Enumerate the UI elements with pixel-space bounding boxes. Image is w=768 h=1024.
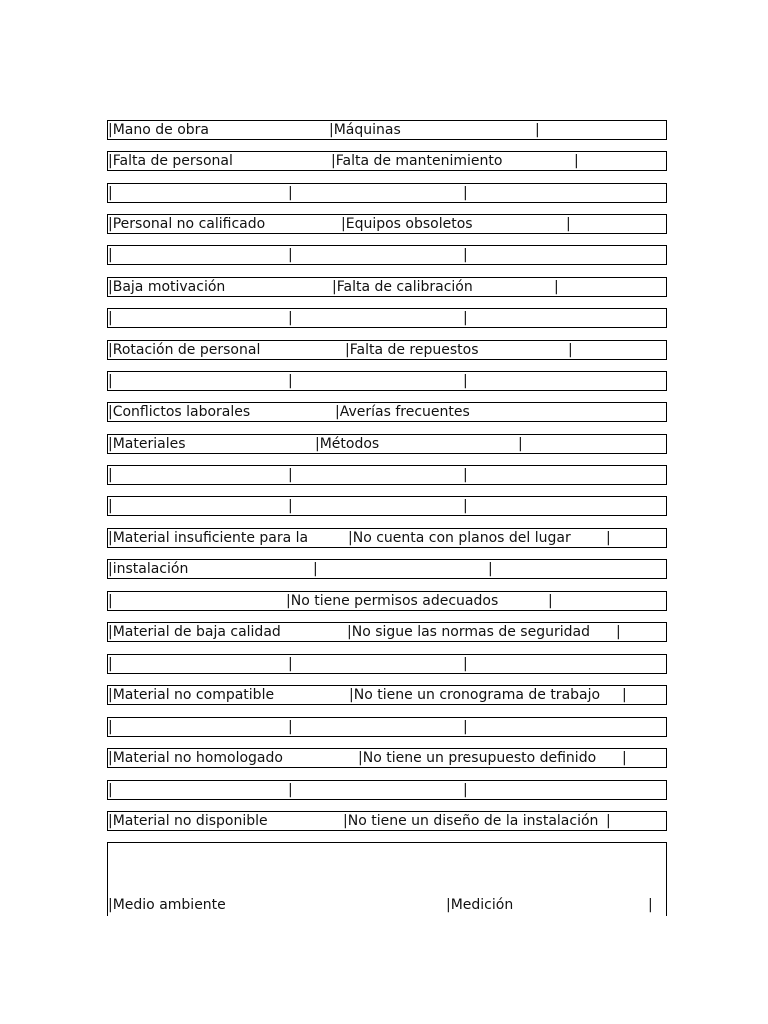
table-row — [107, 120, 667, 140]
row-cell: |Rotación de personal — [108, 342, 261, 358]
row-cell: |Material no disponible — [108, 813, 268, 829]
row-cell: |Averías frecuentes — [335, 404, 470, 420]
row-cell: | — [463, 247, 468, 263]
row-cell: | — [288, 467, 293, 483]
row-cell: | — [463, 656, 468, 672]
row-cell: |Material de baja calidad — [108, 624, 281, 640]
row-cell: | — [463, 467, 468, 483]
row-cell: | — [463, 498, 468, 514]
row-cell: | — [288, 498, 293, 514]
row-cell: |Personal no calificado — [108, 216, 266, 232]
row-cell: | — [288, 247, 293, 263]
table-row — [107, 496, 667, 516]
row-cell: |Falta de repuestos — [345, 342, 479, 358]
row-cell: | — [108, 185, 113, 201]
row-cell: | — [108, 656, 113, 672]
row-cell: | — [463, 782, 468, 798]
row-cell: |No tiene permisos adecuados — [286, 593, 499, 609]
row-cell: | — [288, 373, 293, 389]
row-cell: | — [622, 687, 627, 703]
row-cell: | — [488, 561, 493, 577]
row-cell: |No tiene un presupuesto definido — [358, 750, 597, 766]
row-cell: | — [616, 624, 621, 640]
table-row — [107, 811, 667, 831]
table-row — [107, 214, 667, 234]
row-cell: | — [463, 719, 468, 735]
row-cell: | — [108, 373, 113, 389]
table-row — [107, 622, 667, 642]
row-cell: | — [108, 498, 113, 514]
table-row — [107, 528, 667, 548]
row-cell: |Material no compatible — [108, 687, 275, 703]
footer-cell: |Medio ambiente — [108, 897, 226, 913]
row-cell: |No cuenta con planos del lugar — [348, 530, 571, 546]
row-cell: | — [288, 719, 293, 735]
table-row — [107, 308, 667, 328]
row-cell: | — [108, 593, 113, 609]
table-row — [107, 780, 667, 800]
row-cell: | — [566, 216, 571, 232]
row-cell: |Conflictos laborales — [108, 404, 251, 420]
row-cell: |Equipos obsoletos — [341, 216, 473, 232]
row-cell: | — [518, 436, 523, 452]
row-cell: | — [606, 813, 611, 829]
table-row — [107, 559, 667, 579]
table-row — [107, 685, 667, 705]
table-row — [107, 748, 667, 768]
table-row — [107, 371, 667, 391]
row-cell: | — [108, 719, 113, 735]
row-cell: | — [463, 185, 468, 201]
row-cell: | — [288, 185, 293, 201]
row-cell: | — [548, 593, 553, 609]
row-cell: |Baja motivación — [108, 279, 226, 295]
row-cell: | — [108, 782, 113, 798]
row-cell: | — [535, 122, 540, 138]
row-cell: | — [288, 782, 293, 798]
row-cell: |No sigue las normas de seguridad — [347, 624, 590, 640]
row-cell: | — [463, 310, 468, 326]
row-cell: |Material no homologado — [108, 750, 283, 766]
table-row — [107, 654, 667, 674]
table-row — [107, 591, 667, 611]
row-cell: |Materiales — [108, 436, 186, 452]
row-cell: | — [554, 279, 559, 295]
row-cell: |Máquinas — [329, 122, 401, 138]
row-cell: |Falta de mantenimiento — [331, 153, 503, 169]
table-row — [107, 402, 667, 422]
table-row — [107, 465, 667, 485]
row-cell: |No tiene un cronograma de trabajo — [349, 687, 601, 703]
row-cell: | — [108, 310, 113, 326]
row-cell: | — [463, 373, 468, 389]
row-cell: | — [574, 153, 579, 169]
row-cell: | — [288, 656, 293, 672]
row-cell: |instalación — [108, 561, 189, 577]
table-row — [107, 277, 667, 297]
footer-cell: | — [648, 897, 653, 913]
table-row — [107, 717, 667, 737]
row-cell: | — [108, 467, 113, 483]
row-cell: | — [313, 561, 318, 577]
footer-cell: |Medición — [446, 897, 514, 913]
table-row — [107, 183, 667, 203]
row-cell: | — [568, 342, 573, 358]
row-cell: |Falta de calibración — [332, 279, 473, 295]
row-cell: |Métodos — [315, 436, 380, 452]
row-cell: |Falta de personal — [108, 153, 233, 169]
table-row — [107, 434, 667, 454]
row-cell: |Mano de obra — [108, 122, 210, 138]
table-row — [107, 245, 667, 265]
table-row — [107, 151, 667, 171]
row-cell: | — [606, 530, 611, 546]
footer-box — [107, 842, 667, 916]
row-cell: |No tiene un diseño de la instalación — [343, 813, 599, 829]
row-cell: | — [288, 310, 293, 326]
row-cell: | — [108, 247, 113, 263]
row-cell: | — [622, 750, 627, 766]
row-cell: |Material insuficiente para la — [108, 530, 309, 546]
table-row — [107, 340, 667, 360]
